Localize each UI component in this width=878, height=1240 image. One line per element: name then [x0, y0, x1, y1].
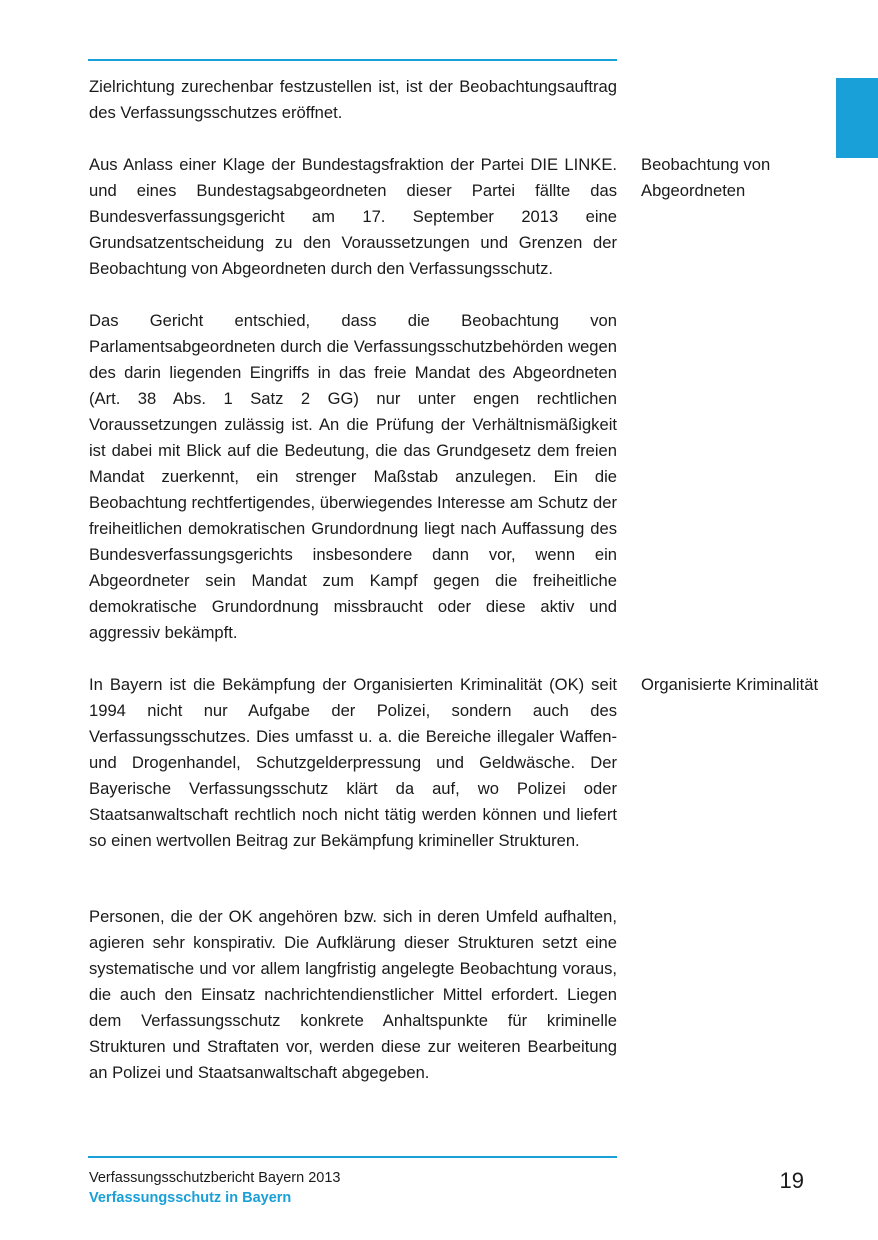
paragraph-2: Aus Anlass einer Klage der Bundestagsfraktion der Partei DIE LINKE. und eines Bundestagsabgeordneten dieser Partei fällte das Bundesverfassungsgericht am 17. September 2013 eine Grundsatzentscheidung zu den Voraussetzungen und Grenzen der Beobachtung von Abgeordneten durch den Verfassungsschutz. — [89, 155, 617, 278]
top-rule — [88, 59, 617, 61]
margin-note-beobachtung-abgeordneten: Beobachtung von Abgeordneten — [641, 155, 771, 200]
margin-note-organisierte-kriminalitaet: Organisierte Kriminalität — [641, 675, 819, 694]
paragraph-1: Zielrichtung zurechenbar festzustellen ist, ist der Beobachtungsauftrag des Verfassungsschutzes eröffnet. — [89, 77, 617, 122]
chapter-tab-marker — [836, 78, 878, 158]
footer-section-title: Verfassungsschutz in Bayern — [89, 1190, 292, 1206]
paragraph-5: Personen, die der OK angehören bzw. sich in deren Umfeld aufhalten, agieren sehr konspirativ. Die Aufklärung dieser Strukturen setzt eine systematische und vor allem langfristig angelegte Beobachtung voraus, die auch den Einsatz nachrichtendienstlicher Mittel erfordert. Liegen dem Verfassungsschutz konkrete Anhaltspunkte für kriminelle Strukturen und Straftaten vor, werden diese zur weiteren Bearbeitung an Polizei und Staatsanwaltschaft abgegeben. — [89, 907, 617, 1082]
page-number: 19 — [779, 1168, 804, 1193]
footer-report-title: Verfassungsschutzbericht Bayern 2013 — [89, 1170, 341, 1186]
paragraph-4: In Bayern ist die Bekämpfung der Organisierten Kriminalität (OK) seit 1994 nicht nur Aufgabe der Polizei, sondern auch des Verfassungsschutzes. Dies umfasst u. a. die Bereiche illegaler Waffen- und Drogenhandel, Schutzgelderpressung und Geldwäsche. Der Bayerische Verfassungsschutz klärt da auf, wo Polizei oder Staatsanwaltschaft rechtlich noch nicht tätig werden können und liefert so einen wertvollen Beitrag zur Bekämpfung krimineller Strukturen. — [89, 675, 617, 850]
paragraph-3: Das Gericht entschied, dass die Beobachtung von Parlamentsabgeordneten durch die Verfassungsschutzbehörden wegen des darin liegenden Eingriffs in das freie Mandat des Abgeordneten (Art. 38 Abs. 1 Satz 2 GG) nur unter engen rechtlichen Voraussetzungen zulässig ist. An die Prüfung der Verhältnismäßigkeit ist dabei mit Blick auf die Bedeutung, die das Grundgesetz dem freien Mandat zuerkennt, ein strenger Maßstab anzulegen. Ein die Beobachtung rechtfertigendes, überwiegendes Interesse am Schutz der freiheitlichen demokratischen Grundordnung liegt nach Auffassung des Bundesverfassungsgerichts insbesondere dann vor, wenn ein Abgeordneter sein Mandat zum Kampf gegen die freiheitliche demokratische Grundordnung missbraucht oder diese aktiv und aggressiv bekämpft. — [89, 311, 617, 642]
footer-rule — [88, 1156, 617, 1158]
